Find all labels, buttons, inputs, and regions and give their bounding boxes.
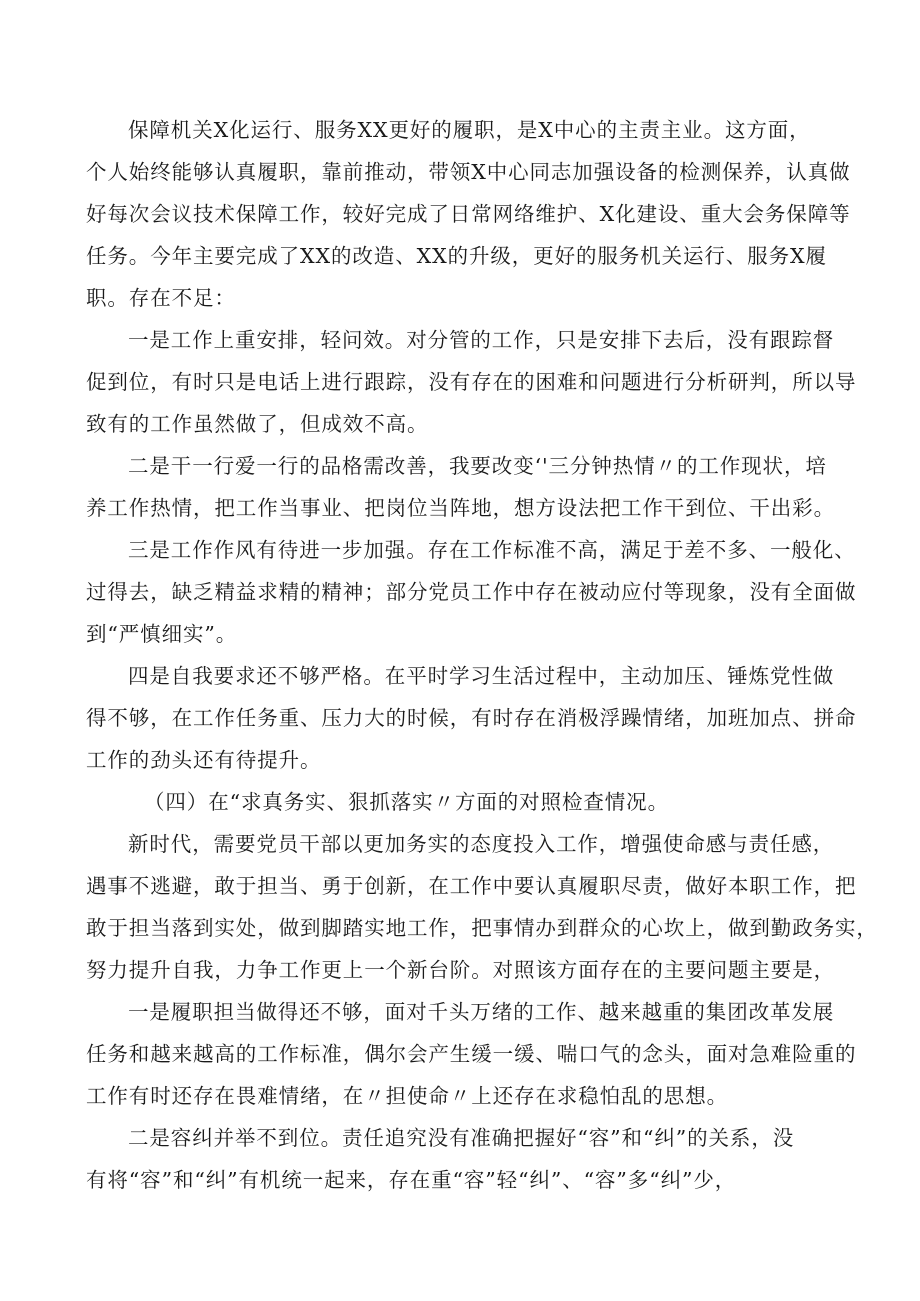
text-line: 任务和越来越高的工作标准，偶尔会产生缓一缓、喘口气的念头，面对急难险重的 (86, 1042, 857, 1066)
text-line: 好每次会议技术保障工作，较好完成了日常网络维护、X化建设、重大会务保障等 (86, 202, 851, 226)
text-line: 职。存在不足： (86, 286, 236, 310)
text-line: 促到位，有时只是电话上进行跟踪，没有存在的困难和问题进行分析研判，所以导 (86, 370, 857, 394)
text-line: 二是干一行爱一行的品格需改善，我要改变‘'三分钟热情〃的工作现状，培 (128, 454, 827, 478)
text-line: 四是自我要求还不够严格。在平时学习生活过程中，主动加压、锤炼党性做 (128, 664, 835, 688)
text-line: 有将“容”和“纠”有机统一起来，存在重“容”轻“纠”、“容”多“纠”少， (86, 1168, 737, 1192)
text-line: 保障机关X化运行、服务XX更好的履职，是X中心的主责主业。这方面， (128, 118, 811, 142)
text-line: 遇事不逃避，敢于担当、勇于创新，在工作中要认真履职尽责，做好本职工作，把 (86, 874, 857, 898)
text-line: 致有的工作虽然做了，但成效不高。 (86, 412, 429, 436)
text-line: 敢于担当落到实处，做到脚踏实地工作，把事情办到群众的心坎上，做到勤政务实， (86, 916, 878, 940)
text-line: 一是工作上重安排，轻问效。对分管的工作，只是安排下去后，没有跟踪督 (128, 328, 835, 352)
text-line: 工作的劲头还有待提升。 (86, 748, 322, 772)
text-line: 二是容纠并举不到位。责任追究没有准确把握好“容”和“纠”的关系，没 (128, 1126, 795, 1150)
text-line: 过得去，缺乏精益求精的精神；部分党员工作中存在被动应付等现象，没有全面做 (86, 580, 857, 604)
section-heading: （四）在“求真务实、狠抓落实〃方面的对照检查情况。 (144, 790, 669, 814)
text-line: 一是履职担当做得还不够，面对千头万绪的工作、越来越重的集团改革发展 (128, 1000, 835, 1024)
text-line: 养工作热情，把工作当事业、把岗位当阵地，想方设法把工作干到位、干出彩。 (86, 496, 835, 520)
text-line: 任务。今年主要完成了XX的改造、XX的升级，更好的服务机关运行、服务X履 (86, 244, 827, 268)
text-line: 工作有时还存在畏难情绪，在〃担使命〃上还存在求稳怕乱的思想。 (86, 1084, 728, 1108)
text-line: 努力提升自我，力争工作更上一个新台阶。对照该方面存在的主要问题主要是， (86, 958, 835, 982)
text-line: 到“严慎细实”。 (86, 622, 238, 646)
text-line: 个人始终能够认真履职，靠前推动，带领X中心同志加强设备的检测保养，认真做 (86, 160, 851, 184)
text-line: 新时代，需要党员干部以更加务实的态度投入工作，增强使命感与责任感， (128, 832, 835, 856)
text-line: 三是工作作风有待进一步加强。存在工作标准不高，满足于差不多、一般化、 (128, 538, 856, 562)
text-line: 得不够，在工作任务重、压力大的时候，有时存在消极浮躁情绪，加班加点、拼命 (86, 706, 857, 730)
